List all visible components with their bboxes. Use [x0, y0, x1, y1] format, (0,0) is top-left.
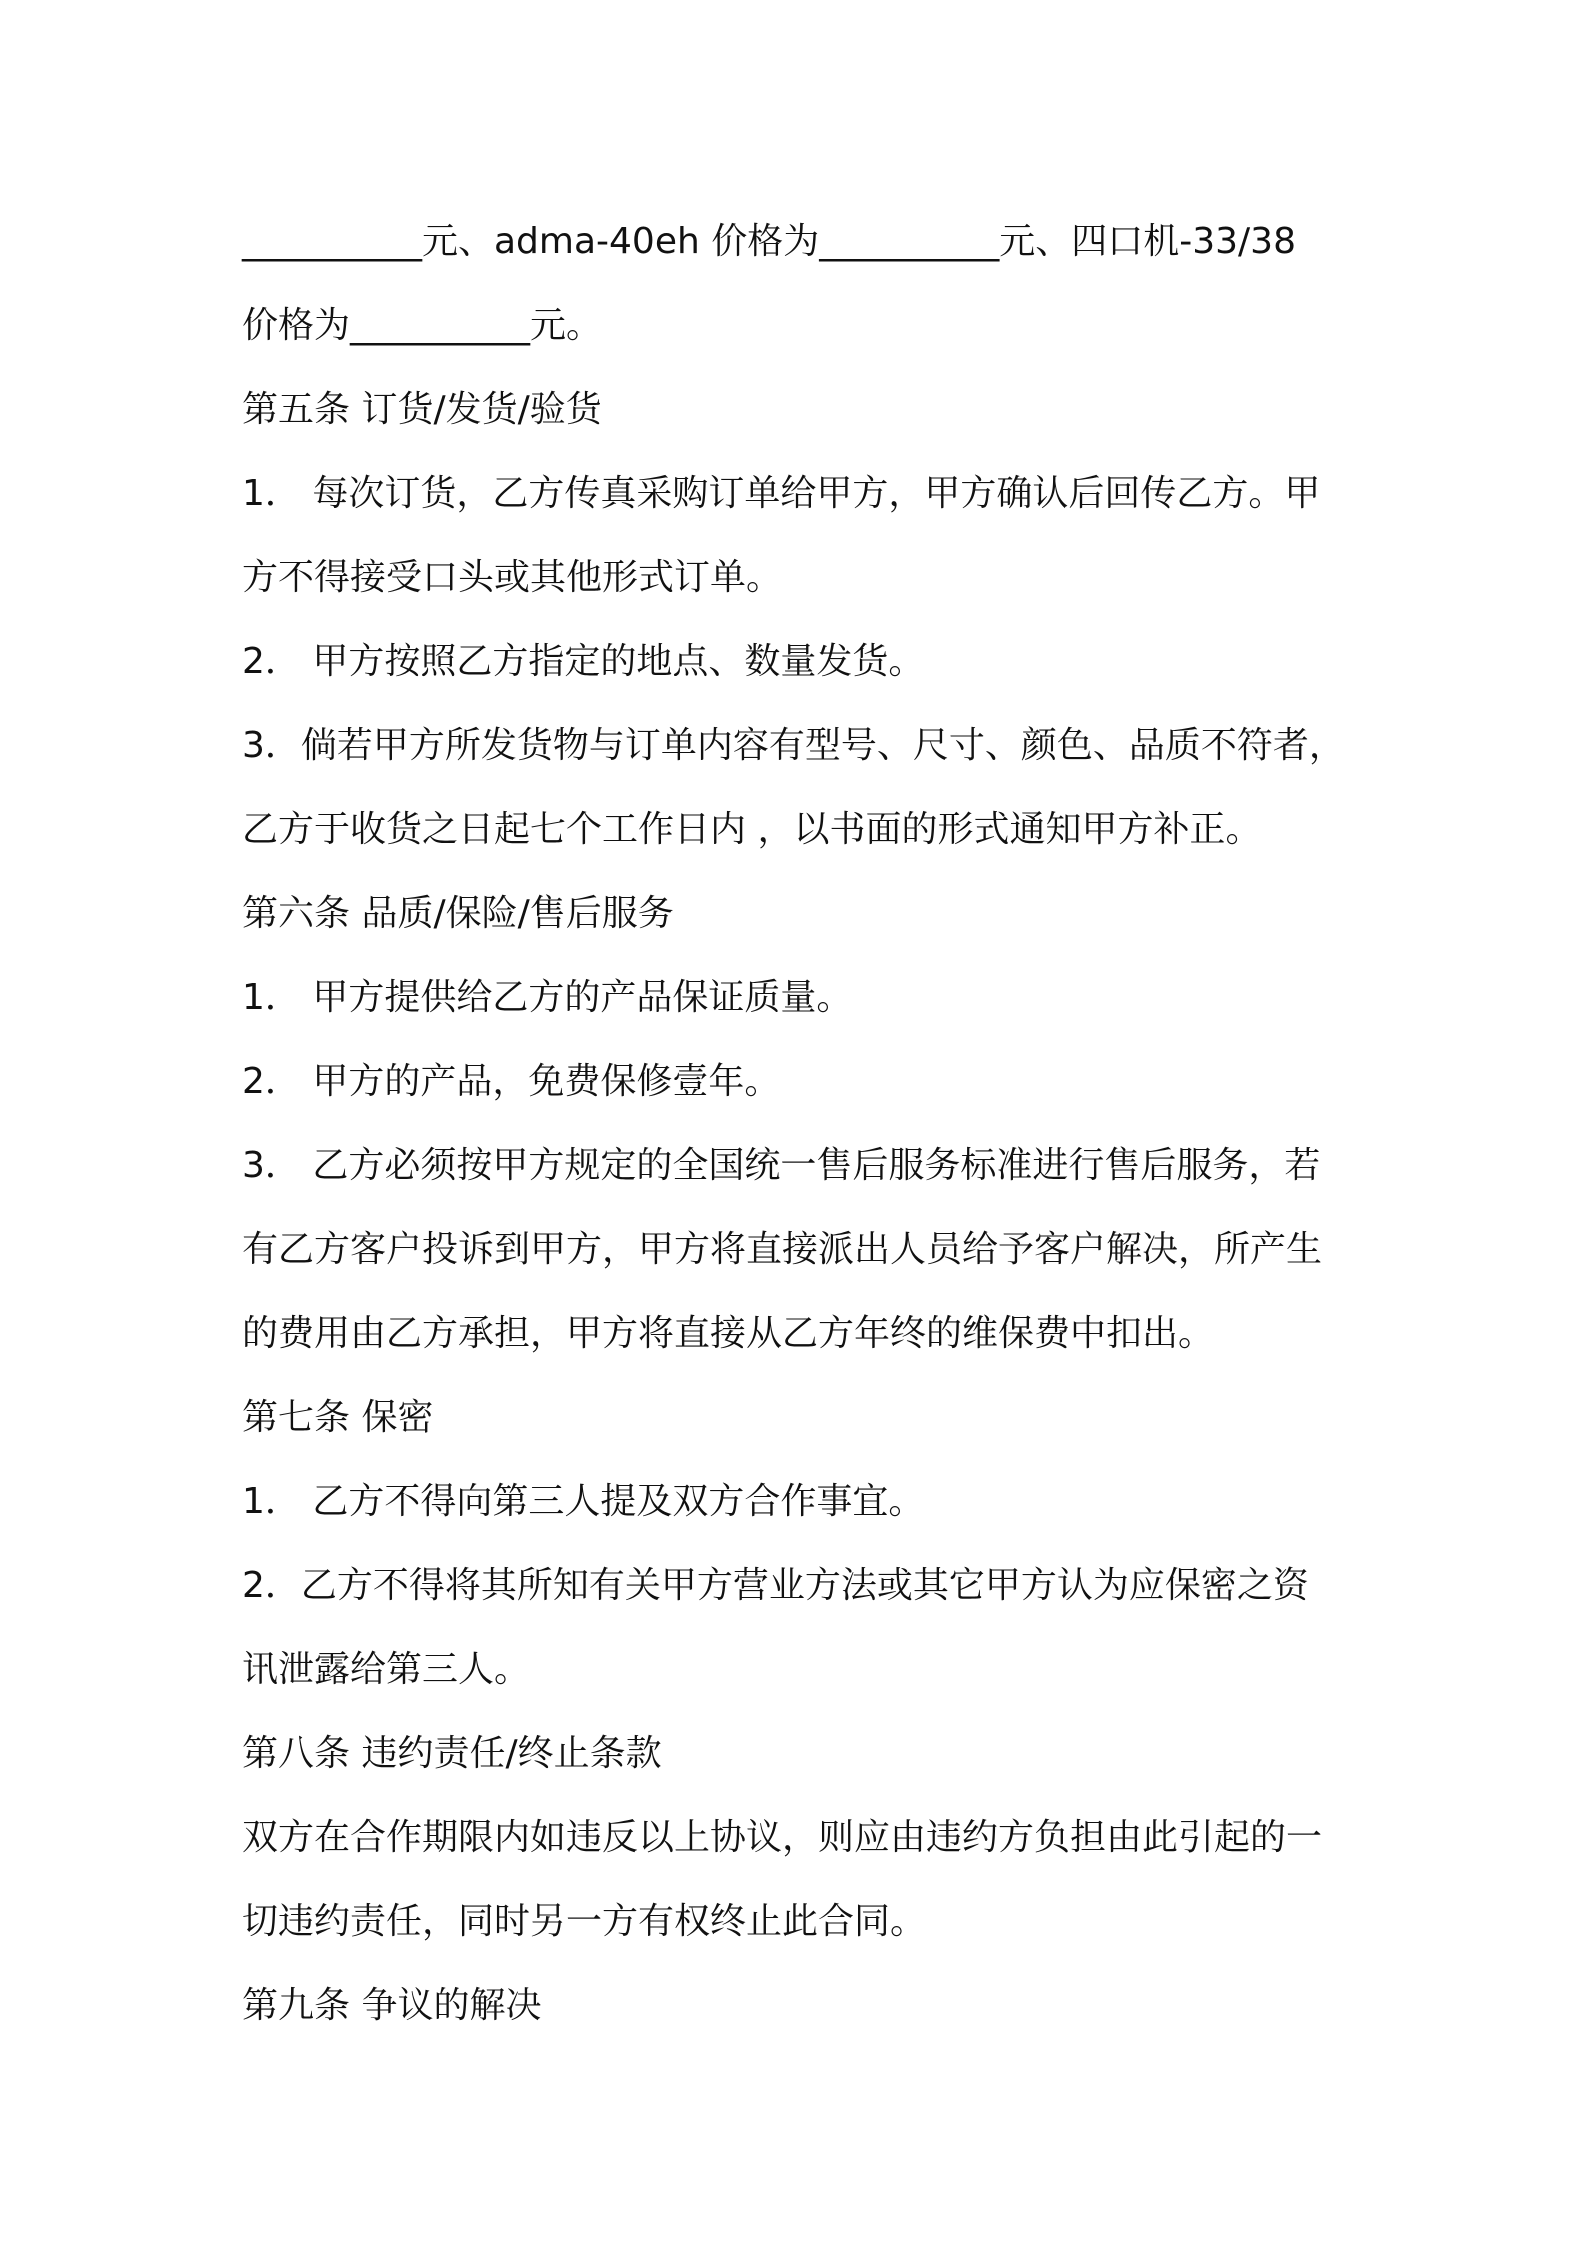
- article-7-item-2-line-1: 2．乙方不得将其所知有关甲方营业方法或其它甲方认为应保密之资: [242, 1565, 1309, 1606]
- article-8-text-line-2: 切违约责任，同时另一方有权终止此合同。: [242, 1901, 927, 1942]
- article-5-item-3-line-1: 3．倘若甲方所发货物与订单内容有型号、尺寸、颜色、品质不符者，: [242, 725, 1345, 766]
- article-6-item-3-line-3: 的费用由乙方承担，甲方将直接从乙方年终的维保费中扣出。: [242, 1313, 1215, 1354]
- article-5-heading: 第五条 订货/发货/验货: [242, 389, 602, 430]
- document-page: [242, 200, 1362, 2048]
- article-5-item-1-line-1: 1． 每次订货，乙方传真采购订单给甲方，甲方确认后回传乙方。甲: [242, 473, 1321, 514]
- article-8-heading: 第八条 违约责任/终止条款: [242, 1733, 662, 1774]
- article-6-item-1: 1． 甲方提供给乙方的产品保证质量。: [242, 977, 853, 1018]
- price-line-1: __________元、adma-40eh 价格为__________元、四口机-33/38: [242, 221, 1296, 262]
- article-7-item-2-line-2: 讯泄露给第三人。: [242, 1649, 531, 1690]
- price-line-2: 价格为__________元。: [242, 305, 603, 346]
- article-9-heading: 第九条 争议的解决: [242, 1985, 542, 2026]
- article-6-item-3-line-1: 3． 乙方必须按甲方规定的全国统一售后服务标准进行售后服务，若: [242, 1145, 1321, 1186]
- article-5-item-2: 2． 甲方按照乙方指定的地点、数量发货。: [242, 641, 925, 682]
- article-6-heading: 第六条 品质/保险/售后服务: [242, 893, 674, 934]
- article-6-item-3-line-2: 有乙方客户投诉到甲方，甲方将直接派出人员给予客户解决，所产生: [242, 1229, 1323, 1270]
- article-6-item-2: 2． 甲方的产品，免费保修壹年。: [242, 1061, 781, 1102]
- article-5-item-1-line-2: 方不得接受口头或其他形式订单。: [242, 557, 783, 598]
- article-5-item-3-line-2: 乙方于收货之日起七个工作日内 ，以书面的形式通知甲方补正。: [242, 809, 1262, 850]
- article-8-text-line-1: 双方在合作期限内如违反以上协议，则应由违约方负担由此引起的一: [242, 1817, 1323, 1858]
- article-7-heading: 第七条 保密: [242, 1397, 434, 1438]
- article-7-item-1: 1． 乙方不得向第三人提及双方合作事宜。: [242, 1481, 925, 1522]
